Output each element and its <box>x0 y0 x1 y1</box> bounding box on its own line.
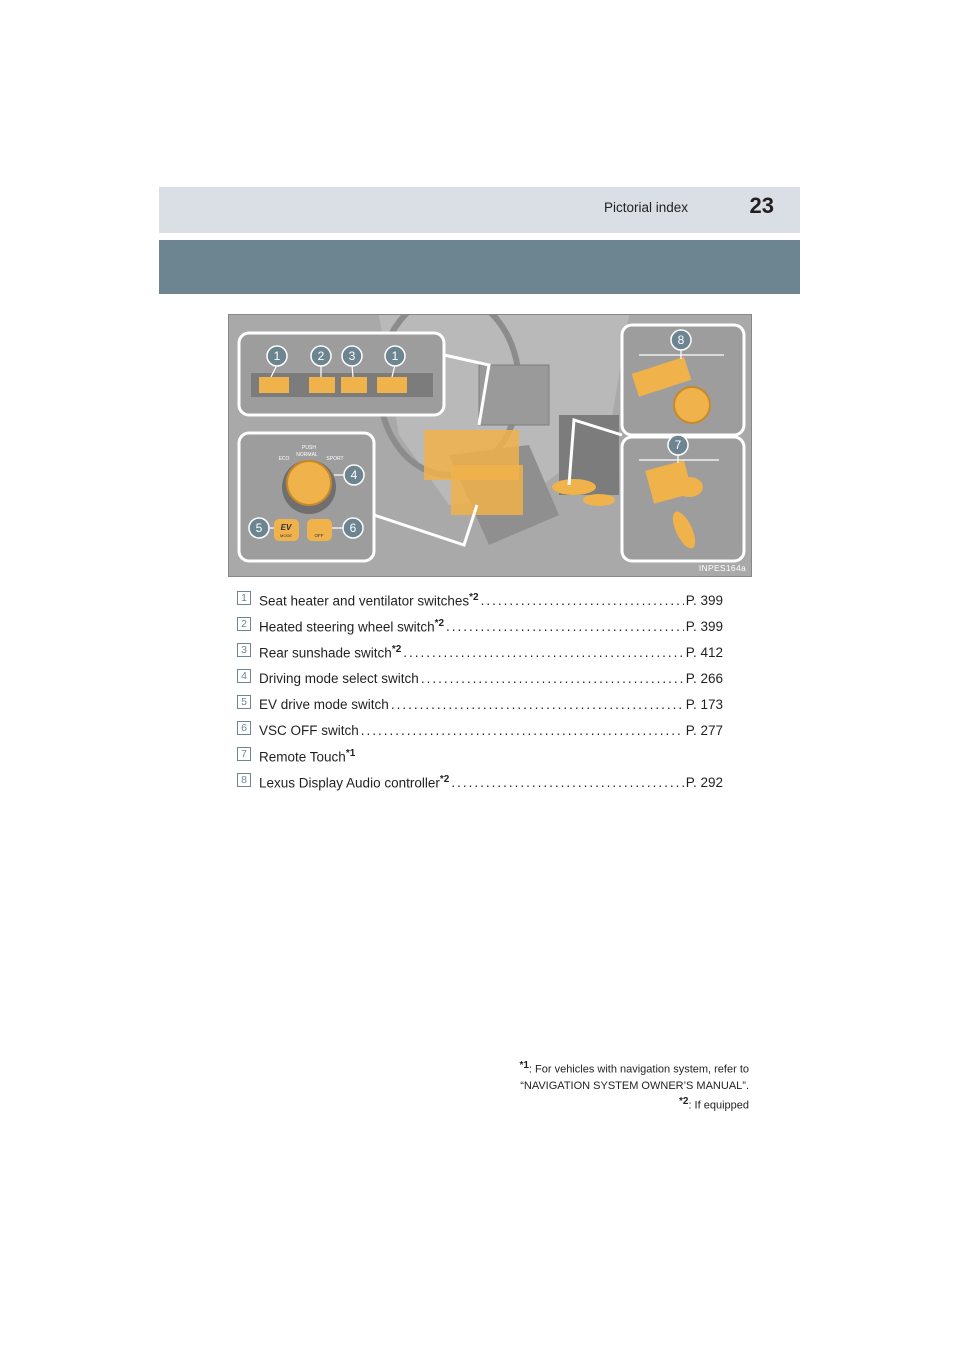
page-reference-link[interactable]: P. 399 <box>685 593 723 608</box>
callout-label-5: 5 <box>255 521 263 535</box>
footnote-marker: *2 <box>439 773 450 785</box>
highlight-controller <box>583 494 615 506</box>
index-item-label <box>259 618 444 635</box>
page-reference-link[interactable]: P. 292 <box>685 775 723 790</box>
page-reference-link[interactable]: P. 412 <box>685 645 723 660</box>
footnote-2-text: : If equipped <box>688 1099 749 1112</box>
dot-leader <box>421 671 684 686</box>
page-reference-link[interactable]: P. 173 <box>685 697 723 712</box>
footnotes <box>519 1058 749 1113</box>
section-band <box>159 240 800 294</box>
remote-touch-pad <box>675 477 703 497</box>
index-item-label <box>259 723 359 738</box>
dot-leader <box>451 775 683 790</box>
drive-mode-dial <box>287 461 331 505</box>
seat-heater-switch-left <box>259 377 289 393</box>
callout-label-2: 2 <box>317 349 325 363</box>
dot-leader <box>361 723 684 738</box>
index-item <box>237 688 723 712</box>
dial-label-sport: SPORT <box>326 456 344 462</box>
dot-leader <box>446 619 684 634</box>
footnote-1-mark: *1 <box>519 1060 529 1071</box>
index-item-text: VSC OFF switch <box>259 723 359 738</box>
sunshade-switch <box>341 377 367 393</box>
index-number-badge: 2 <box>237 617 251 631</box>
footnote-marker: *1 <box>345 747 356 759</box>
callout-label-1b: 1 <box>391 349 399 363</box>
index-item-text: Rear sunshade switch <box>259 645 392 660</box>
page-header <box>159 187 800 233</box>
index-item-label <box>259 592 479 609</box>
center-console <box>479 365 549 425</box>
dot-leader <box>481 593 684 608</box>
index-item <box>237 714 723 738</box>
index-item-text: Lexus Display Audio controller <box>259 775 440 790</box>
callout-label-1a: 1 <box>273 349 281 363</box>
highlight-remote-touch <box>552 479 596 495</box>
footnote-2 <box>519 1094 749 1114</box>
index-item-label <box>259 748 355 765</box>
ev-mode-label: MODE <box>280 533 292 538</box>
pictorial-index-list <box>237 584 723 792</box>
index-item <box>237 740 723 764</box>
footnote-1-cont: “NAVIGATION SYSTEM OWNER’S MANUAL”. <box>520 1079 749 1092</box>
page-reference-link[interactable]: P. 399 <box>685 619 723 634</box>
footnote-marker: *2 <box>391 643 402 655</box>
index-item-text: Heated steering wheel switch <box>259 619 435 634</box>
dot-leader <box>391 697 684 712</box>
index-number-badge: 4 <box>237 669 251 683</box>
index-number-badge: 1 <box>237 591 251 605</box>
index-number-badge: 6 <box>237 721 251 735</box>
dial-label-eco: ECO <box>278 456 290 462</box>
page-number: 23 <box>749 193 774 218</box>
index-number-badge: 3 <box>237 643 251 657</box>
seat-heater-switch-right <box>377 377 407 393</box>
dial-label-normal: NORMAL <box>296 452 318 458</box>
index-item <box>237 662 723 686</box>
index-item <box>237 636 723 660</box>
index-item-text: Driving mode select switch <box>259 671 419 686</box>
footnote-1 <box>519 1058 749 1078</box>
index-item-label <box>259 671 419 686</box>
index-item-text: Remote Touch <box>259 749 346 764</box>
dashboard-illustration <box>229 315 751 576</box>
dial-label-push: PUSH <box>302 445 316 451</box>
vsc-off-label: OFF <box>314 533 324 538</box>
index-item-text: EV drive mode switch <box>259 697 389 712</box>
pictorial-figure <box>228 314 752 577</box>
footnote-marker: *2 <box>469 591 479 603</box>
controller-knob <box>674 387 710 423</box>
index-item <box>237 766 723 790</box>
index-number-badge: 8 <box>237 773 251 787</box>
callout-label-3: 3 <box>348 349 356 363</box>
footnote-marker: *2 <box>434 617 445 629</box>
index-item-label <box>259 697 389 712</box>
index-item <box>237 610 723 634</box>
section-title: Pictorial index <box>603 200 688 215</box>
index-item-label <box>259 644 401 661</box>
heated-wheel-switch <box>309 377 335 393</box>
index-number-badge: 5 <box>237 695 251 709</box>
highlight-mode-area <box>451 465 523 515</box>
page-reference-link[interactable]: P. 266 <box>685 671 723 686</box>
figure-code: INPES164a <box>698 563 746 573</box>
index-item-text: Seat heater and ventilator switches <box>259 593 470 608</box>
page-reference-link[interactable]: P. 277 <box>685 723 723 738</box>
callout-label-8: 8 <box>677 333 685 347</box>
footnote-2-mark: *2 <box>678 1095 689 1107</box>
ev-button-label: EV <box>280 523 292 532</box>
index-item <box>237 584 723 608</box>
callout-label-7: 7 <box>674 438 682 452</box>
footnote-1-line1: : For vehicles with navigation system, refer to <box>528 1063 749 1076</box>
callout-label-6: 6 <box>349 521 357 535</box>
callout-label-4: 4 <box>350 468 358 482</box>
dot-leader <box>403 645 683 660</box>
index-number-badge: 7 <box>237 747 251 761</box>
index-item-label <box>259 774 449 791</box>
